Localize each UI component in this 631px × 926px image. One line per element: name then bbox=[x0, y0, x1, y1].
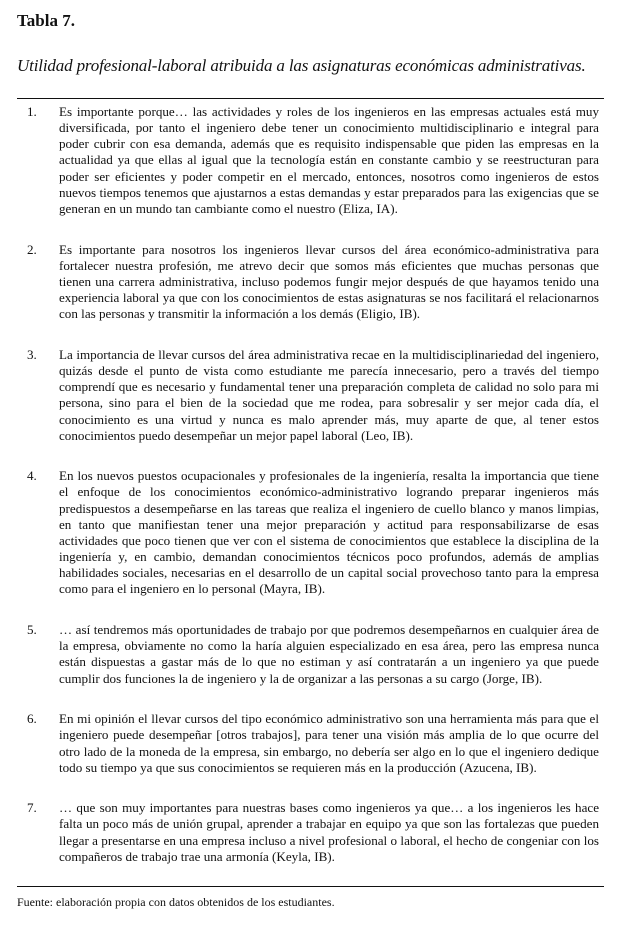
quote-text: … así tendremos más oportunidades de trabajo por que podremos desempeñarnos en cualquier área de la empresa, obviamente no como la haría alguien especializado en esa área, pero las empresa nunca están dispuestas a gastar más de lo que no estiman y así contratarán a un ingeniero ya que puede cumplir dos funciones la de ingeniero y la de organizar a las personas a su cargo (Jorge, IB). bbox=[59, 622, 599, 686]
quote-item-1 bbox=[17, 104, 604, 217]
quote-item-4 bbox=[17, 468, 604, 597]
quote-number: 6. bbox=[27, 711, 37, 727]
quote-item-3 bbox=[17, 347, 604, 444]
quote-number: 4. bbox=[27, 468, 37, 484]
quote-number: 2. bbox=[27, 241, 37, 257]
source-note: Fuente: elaboración propia con datos obtenidos de los estudiantes. bbox=[17, 895, 335, 909]
table-bottom-rule bbox=[17, 886, 604, 887]
quote-number: 7. bbox=[27, 800, 37, 816]
quote-item-7 bbox=[17, 800, 604, 865]
quote-text: Es importante porque… las actividades y roles de los ingenieros en las empresas actuales está muy diversificada, por tanto el ingeniero debe tener un conocimiento multidisciplinario e integral para poder cubrir con esa demanda, además que es requisito indispensable que piden las empresas en la actualidad ya que ellas al igual que la tecnología están en constante cambio y se reestructuran para poder ser eficientes y poder competir en el mercado, entonces, nosotros como ingenieros de estos nuevos tiempos tenemos que ajustarnos a estas demandas y estar preparados para las exigencias que se generan en un mundo tan cambiante como el nuestro (Eliza, IA). bbox=[59, 104, 599, 216]
quote-text: La importancia de llevar cursos del área administrativa recae en la multidisciplinariedad del ingeniero, quizás desde el punto de vista como estudiante me parecía innecesario, pero a través del tiempo comprendí que es necesario y fundamental tener una preparación completa de calidad no solo para mi persona, sino para el bien de la sociedad que me rodea, para sobresalir y ser mejor cada día, el conocimiento es una virtud y nunca es malo aprender más, muy aparte de que, al tener estos conocimientos puedo desempeñar un mejor papel laboral (Leo, IB). bbox=[59, 346, 599, 443]
quote-number: 3. bbox=[27, 346, 37, 362]
quote-text: En los nuevos puestos ocupacionales y profesionales de la ingeniería, resalta la importancia que tiene el enfoque de los conocimientos económico-administrativo logrando preparar ingenieros más predispuestos a desempeñarse en las tareas que realiza el ingeniero de cuello blanco y manos limpias, en tanto que manifiestan tener una mejor preparación y actitud para responsabilizarse de esas actividades que poco tienen que ver con el sistema de conocimientos que establece la disciplina de la ingeniería y, en cambio, demandan conocimientos técnicos poco profundos, además de amplias habilidades sociales, necesarias en el desarrollo de un capital social provechoso tanto para la empresa como para el ingeniero en lo personal (Mayra, IB). bbox=[59, 468, 599, 597]
quote-list bbox=[17, 104, 604, 889]
table-top-rule bbox=[17, 98, 604, 99]
quote-text: Es importante para nosotros los ingenieros llevar cursos del área económico-administrativa para fortalecer nuestra profesión, me atrevo decir que somos más eficientes que muchas personas que tienen una carrera administrativa, incluso podemos fungir mejor después de que hayamos tenido una experiencia laboral ya que con los conocimientos de estas asignaturas se nos facilitará el relacionarnos con las personas y transmitir la información a los demás (Eligio, IB). bbox=[59, 241, 599, 322]
table-subtitle: Utilidad profesional-laboral atribuida a las asignaturas económicas administrativas. bbox=[17, 56, 586, 75]
table-title: Tabla 7. bbox=[17, 11, 75, 30]
quote-text: En mi opinión el llevar cursos del tipo económico administrativo son una herramienta más para que el ingeniero puede desempeñar [otros trabajos], para tener una visión más amplia de lo que ocurre del otro lado de la moneda de la empresa, sin embargo, no debería ser algo en lo que el ingeniero dedique todo su tiempo ya que sus conocimientos se requieren más en la producción (Azucena, IB). bbox=[59, 711, 599, 775]
quote-item-2 bbox=[17, 242, 604, 323]
quote-item-6 bbox=[17, 711, 604, 776]
quote-text: … que son muy importantes para nuestras bases como ingenieros ya que… a los ingenieros les hace falta un poco más de unión grupal, aprender a trabajar en equipo ya que son las fortalezas que pueden llegar a presentarse en una empresa incluso a nivel profesional o laboral, el hecho de congeniar con los compañeros de trabajo trae una armonía (Keyla, IB). bbox=[59, 800, 599, 864]
quote-item-5 bbox=[17, 622, 604, 687]
quote-number: 5. bbox=[27, 622, 37, 638]
quote-number: 1. bbox=[27, 104, 37, 119]
